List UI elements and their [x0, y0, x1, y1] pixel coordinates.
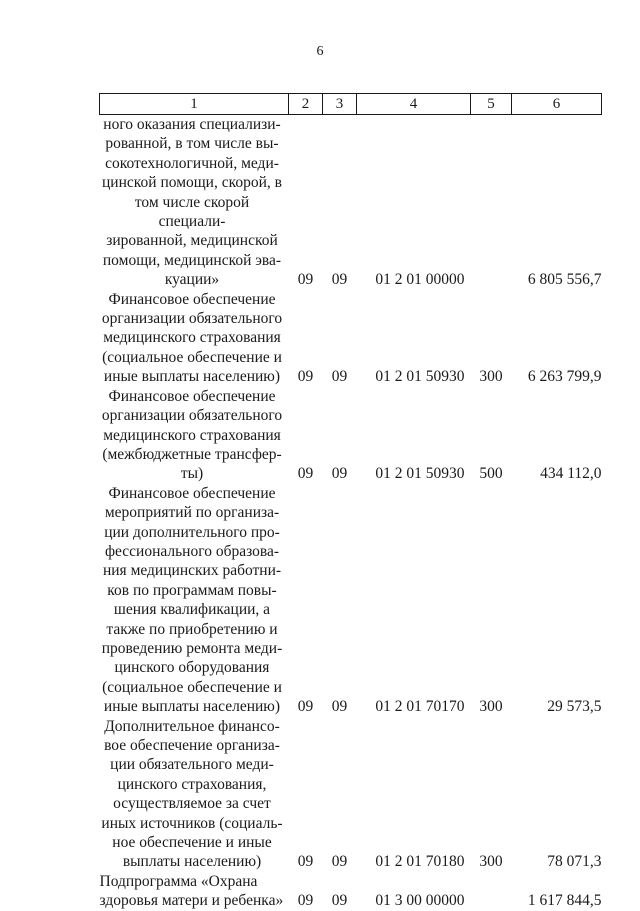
row-expense-type: 300 [479, 698, 503, 716]
header-cell-3: 3 [323, 94, 357, 115]
table-row [100, 387, 602, 484]
description-line: организации обязательного [101, 407, 283, 425]
header-cell-2: 2 [289, 94, 323, 115]
row-expense-type [471, 115, 512, 290]
row-expense-type: 500 [479, 465, 503, 483]
description-line: цинского страхования, [117, 775, 267, 793]
description-line: организации обязательного [101, 310, 283, 328]
description-line: (межбюджетные трансфер- [102, 445, 282, 463]
description-line: помощи, медицинской эва- [102, 251, 282, 269]
row-section: 09 [297, 892, 314, 910]
page-number: 6 [316, 44, 324, 59]
description-line: здоровья матери и ребенка» [99, 892, 284, 910]
description-line: фессионального образова- [104, 542, 280, 560]
header-cell-5: 5 [471, 94, 512, 115]
row-description [100, 387, 289, 484]
row-subsection: 09 [331, 892, 348, 910]
row-amount: 1 617 844,5 [527, 892, 602, 910]
row-description [100, 290, 289, 387]
row-description [100, 717, 289, 872]
header-cell-1: 1 [100, 94, 289, 115]
description-line: мероприятий по организа- [104, 504, 280, 522]
description-line: цинского оборудования [114, 659, 270, 677]
row-target-code: 01 3 00 00000 [375, 892, 465, 910]
row-target-code: 01 2 01 70180 [375, 853, 465, 871]
header-cell-4: 4 [357, 94, 471, 115]
row-target-code: 01 2 01 00000 [375, 271, 465, 289]
table-header [100, 94, 602, 115]
description-line: ции обязательного меди- [110, 756, 274, 774]
row-amount: 29 573,5 [547, 698, 602, 716]
description-line: ния медицинских работни- [102, 562, 282, 580]
row-section: 09 [297, 465, 314, 483]
description-line: (социальное обеспечение и [102, 348, 282, 366]
row-amount: 6 805 556,7 [527, 271, 602, 289]
table-body [100, 115, 602, 911]
description-line: ции дополнительного про- [104, 523, 280, 541]
description-line: шения квалификации, а [113, 601, 271, 619]
description-line: сокотехнологичной, меди- [105, 154, 279, 172]
description-line: иные выплаты населению) [103, 698, 281, 716]
description-line: рованной, в том числе вы- [105, 135, 279, 153]
row-target-code: 01 2 01 50930 [375, 465, 465, 483]
description-line: иные выплаты населению) [103, 368, 281, 386]
row-section: 09 [297, 698, 314, 716]
description-line: проведению ремонта меди- [101, 639, 283, 657]
description-line: осуществляемое за счет [113, 795, 271, 813]
table-row [100, 290, 602, 387]
row-expense-type: 300 [479, 853, 503, 871]
row-subsection: 09 [331, 698, 348, 716]
row-amount: 6 263 799,9 [527, 368, 602, 386]
row-subsection: 09 [331, 465, 348, 483]
table-row [100, 717, 602, 872]
row-section: 09 [297, 368, 314, 386]
row-amount: 434 112,0 [540, 465, 602, 483]
description-line: медицинского страхования [103, 329, 281, 347]
description-line: Финансовое обеспечение [108, 290, 276, 308]
row-amount: 78 071,3 [547, 853, 602, 871]
row-description [100, 484, 289, 717]
description-line: также по приобретению и [106, 620, 278, 638]
header-cell-6: 6 [512, 94, 602, 115]
description-line: зированной, медицинской [106, 232, 278, 250]
description-line: ное обеспечение и иные [112, 834, 272, 852]
description-line: Подпрограмма «Охрана [99, 872, 258, 890]
table-row [100, 115, 602, 290]
table-row [100, 484, 602, 717]
description-line: цинской помощи, скорой, в [102, 174, 282, 192]
row-subsection: 09 [331, 853, 348, 871]
header-row [100, 94, 602, 115]
row-section: 09 [297, 271, 314, 289]
description-line: Финансовое обеспечение [108, 484, 276, 502]
row-target-code: 01 2 01 50930 [375, 368, 465, 386]
description-line: ного оказания специализи- [103, 116, 281, 133]
description-line: (социальное обеспечение и [102, 678, 282, 696]
description-line: вое обеспечение организа- [104, 737, 280, 754]
description-line: выплаты населению) [122, 853, 262, 871]
row-section: 09 [297, 853, 314, 871]
description-line: медицинского страхования [103, 426, 281, 444]
row-subsection: 09 [331, 271, 348, 289]
description-line: ков по программам повы- [107, 581, 277, 599]
description-line: иных источников (социаль- [101, 814, 283, 832]
budget-table [99, 93, 602, 911]
description-line: том числе скорой специали- [134, 193, 250, 231]
description-line: Дополнительное финансо- [104, 717, 280, 735]
description-line: куации» [164, 271, 220, 289]
description-line: ты) [180, 465, 204, 483]
description-line: Финансовое обеспечение [108, 387, 276, 405]
row-target-code: 01 2 01 70170 [375, 698, 465, 716]
row-description [100, 115, 289, 290]
row-subsection: 09 [331, 368, 348, 386]
row-expense-type: 300 [479, 368, 503, 386]
